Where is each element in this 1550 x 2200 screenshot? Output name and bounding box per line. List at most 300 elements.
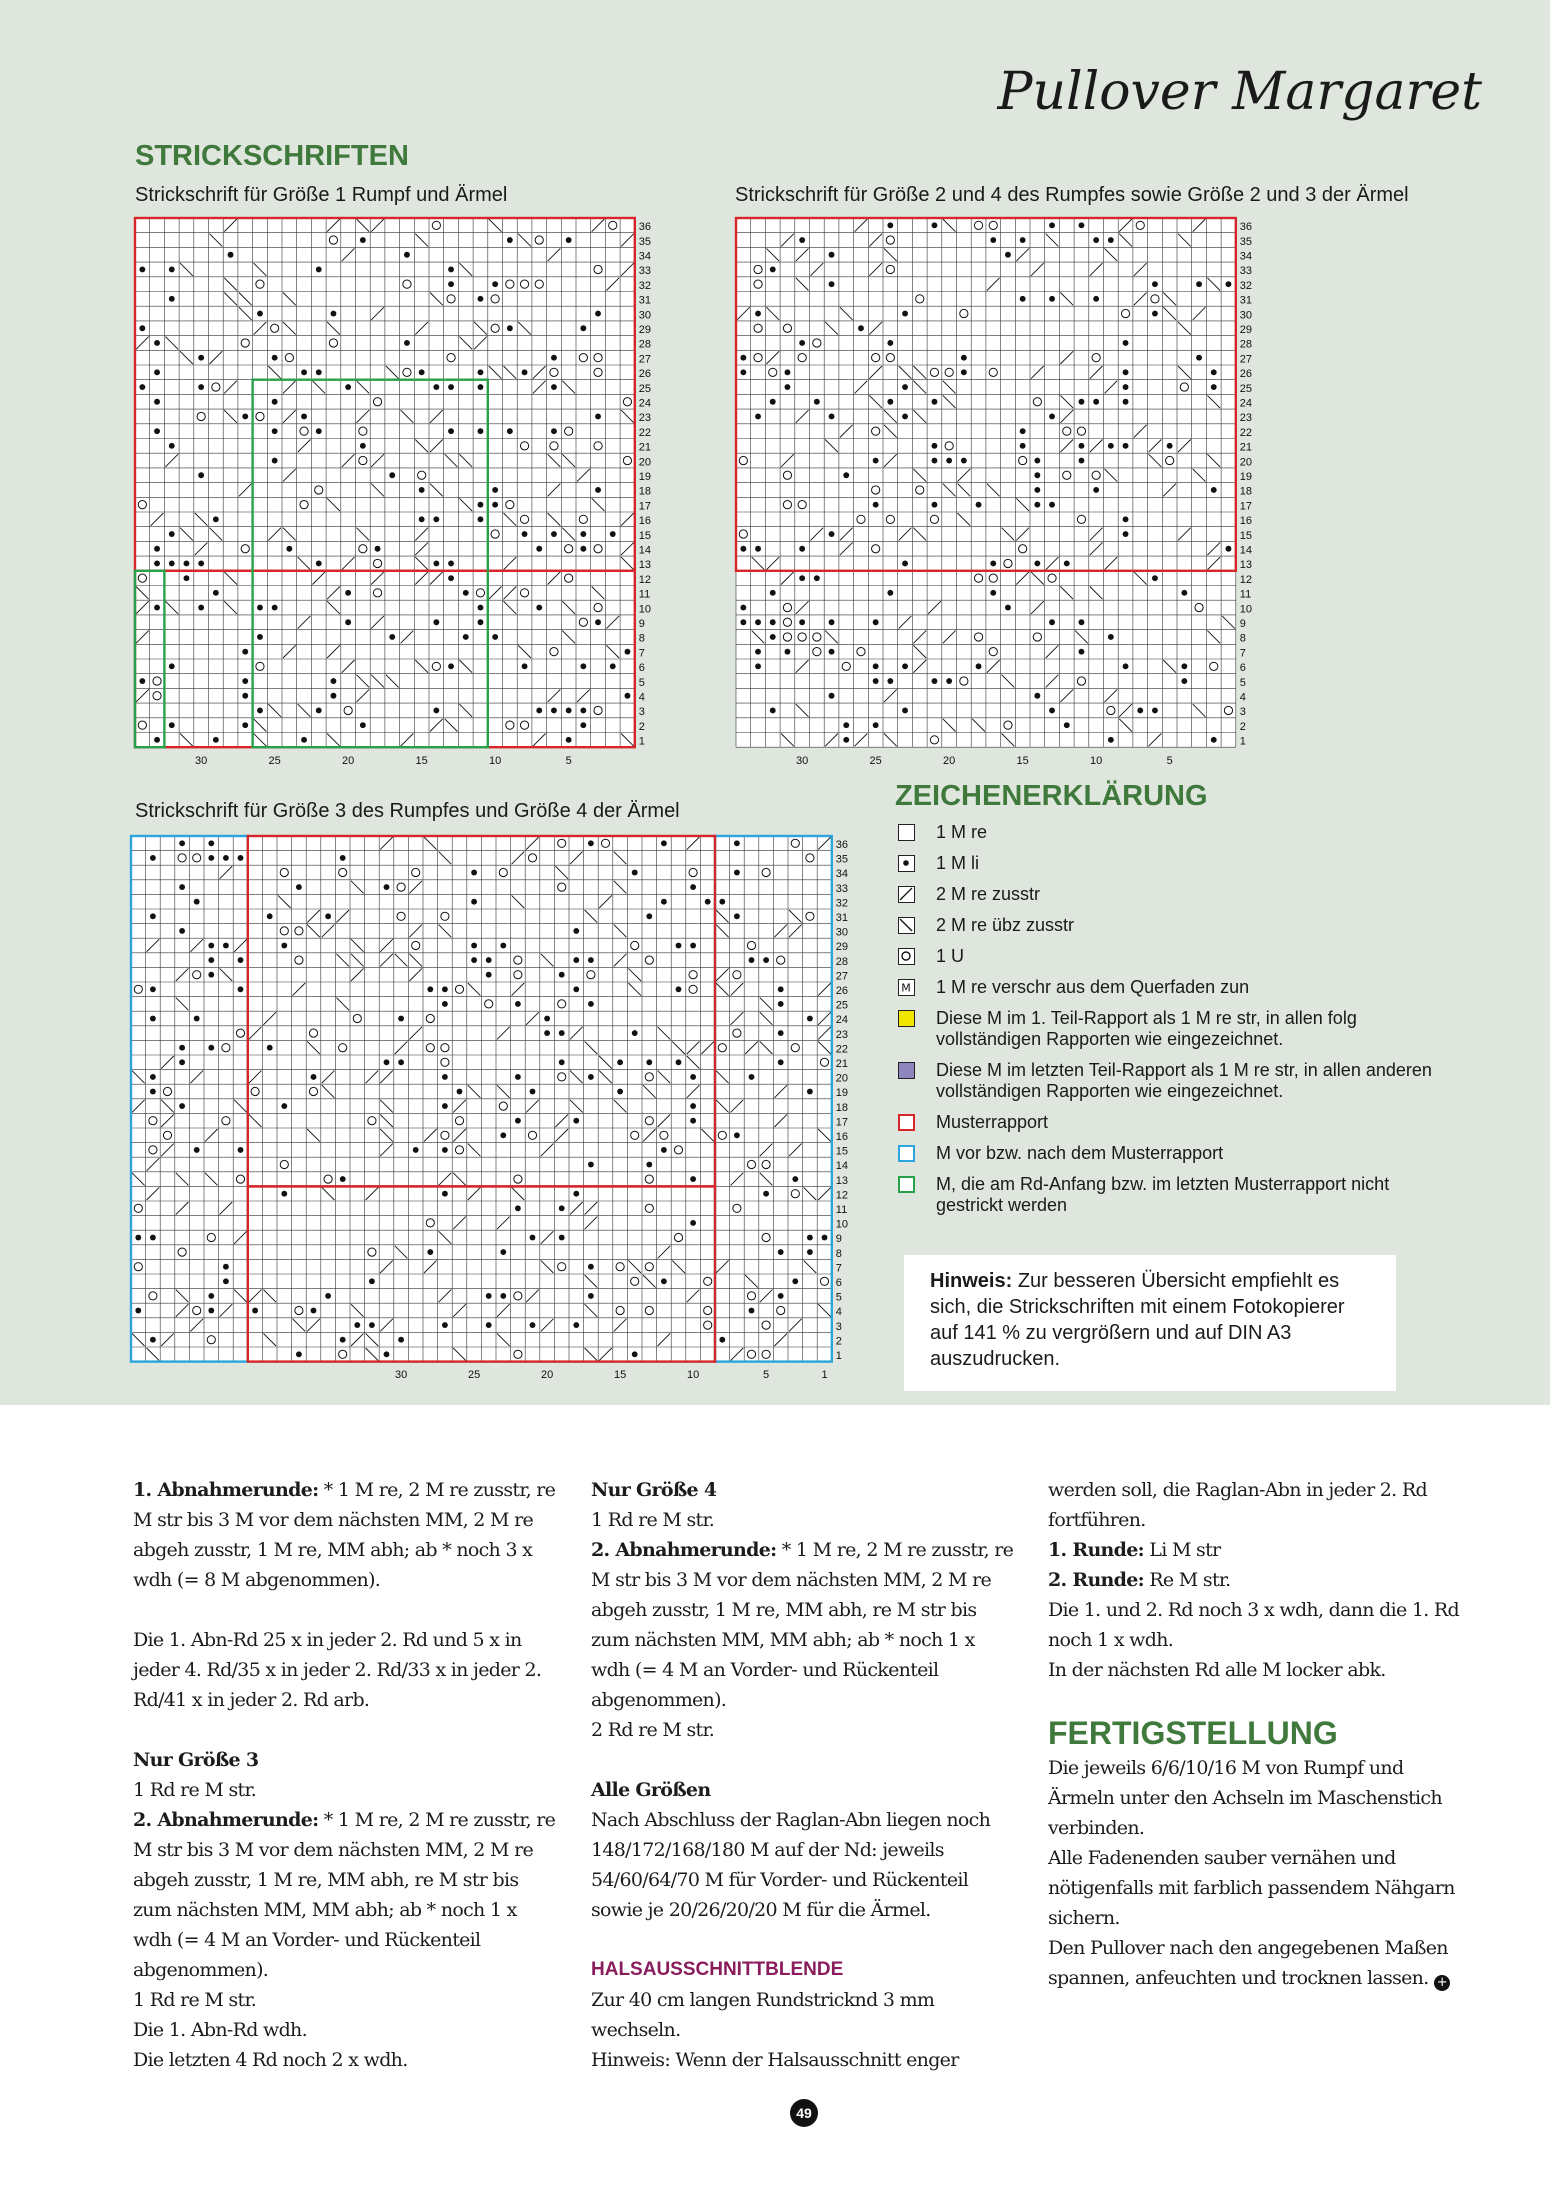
purl-stitch-mark [785,384,791,390]
text-line: 1 Rd re M str. [133,1779,257,1801]
purl-stitch-mark [1137,708,1143,714]
purl-stitch-mark [829,531,835,537]
purl-stitch-mark [154,428,160,434]
purl-stitch-mark [580,325,586,331]
purl-stitch-mark [242,722,248,728]
purl-stitch-mark [536,605,542,611]
purl-stitch-mark [1211,737,1217,743]
row-number-label: 10 [835,1218,849,1231]
purl-stitch-mark [389,472,395,478]
purl-stitch-mark [932,222,938,228]
legend-item-k2tog [896,884,1456,915]
row-number-label: 21 [835,1057,849,1070]
purl-stitch-mark [551,428,557,434]
row-number-label: 14 [1239,544,1253,557]
purl-stitch-mark [522,663,528,669]
row-number-label: 7 [1239,647,1246,660]
legend-text: 1 M li [936,853,980,873]
row-number-label: 22 [638,426,652,439]
purl-stitch-mark [573,1118,579,1124]
purl-stitch-mark [873,678,879,684]
purl-stitch-mark [448,561,454,567]
purl-stitch-mark [770,399,776,405]
row-number-label: 7 [638,647,645,660]
dot-square-icon [898,855,915,872]
row-number-label: 24 [835,1014,849,1027]
purl-stitch-mark [610,531,616,537]
purl-stitch-mark [1049,502,1055,508]
purl-stitch-mark [223,855,229,861]
purl-stitch-mark [457,1089,463,1095]
knitting-chart-size-2-4 [736,218,1253,767]
purl-stitch-mark [154,737,160,743]
purl-stitch-mark [238,855,244,861]
purl-stitch-mark [478,428,484,434]
row-number-label: 25 [835,999,849,1012]
purl-stitch-mark [179,1045,185,1051]
legend-item-not-knitted [896,1174,1456,1226]
purl-stitch-mark [1152,311,1158,317]
purl-stitch-mark [990,237,996,243]
purl-stitch-mark [238,1147,244,1153]
purl-stitch-mark [690,943,696,949]
row-number-label: 32 [835,897,849,910]
purl-stitch-mark [1093,487,1099,493]
purl-stitch-mark [1093,399,1099,405]
purl-stitch-mark [734,870,740,876]
purl-stitch-mark [559,1235,565,1241]
purl-stitch-mark [316,708,322,714]
purl-stitch-mark [755,663,761,669]
purl-stitch-mark [580,708,586,714]
purl-stitch-mark [902,708,908,714]
purl-stitch-mark [272,605,278,611]
purl-stitch-mark [150,1235,156,1241]
purl-stitch-mark [588,1001,594,1007]
purl-stitch-mark [770,634,776,640]
row-number-label: 30 [835,926,849,939]
purl-stitch-mark [1049,619,1055,625]
purl-stitch-mark [471,957,477,963]
purl-stitch-mark [755,546,761,552]
purl-stitch-mark [442,986,448,992]
purl-stitch-mark [807,1016,813,1022]
text-line: Nach Abschluss der Raglan-Abn liegen noch 148/172/168/180 M auf der Nd: jeweils 54/60/64/70 M für Vorder- und Rückenteil sowie je 20/26/20/20 M für die Ärmel. [591,1809,991,1921]
purl-stitch-mark [478,384,484,390]
purl-stitch-mark [559,1205,565,1211]
purl-stitch-mark [1093,237,1099,243]
row-number-label: 16 [638,515,652,528]
purl-stitch-mark [238,957,244,963]
purl-stitch-mark [198,605,204,611]
purl-stitch-mark [507,237,513,243]
purl-stitch-mark [785,369,791,375]
purl-stitch-mark [990,561,996,567]
purl-stitch-mark [887,340,893,346]
purl-stitch-mark [398,1337,404,1343]
row-number-label: 20 [638,456,652,469]
purl-stitch-mark [448,281,454,287]
purl-stitch-mark [580,531,586,537]
purl-stitch-mark [316,428,322,434]
purl-stitch-mark [1123,663,1129,669]
legend-text: 2 M re zusstr [936,884,1041,904]
row-number-label: 19 [835,1087,849,1100]
row-number-label: 6 [835,1276,842,1289]
purl-stitch-mark [213,590,219,596]
purl-stitch-mark [719,1337,725,1343]
row-number-label: 14 [835,1160,849,1173]
purl-stitch-mark [770,267,776,273]
purl-stitch-mark [1123,399,1129,405]
page-number: 49 [790,2099,818,2127]
purl-stitch-mark [990,590,996,596]
purl-stitch-mark [448,428,454,434]
purl-stitch-mark [961,355,967,361]
purl-stitch-mark [1079,443,1085,449]
purl-stitch-mark [829,649,835,655]
paragraph [1048,1475,1473,1685]
legend-item-yellow [896,1008,1456,1060]
purl-stitch-mark [632,870,638,876]
green-outline-icon [898,1176,915,1193]
column-number-label: 15 [1016,754,1029,767]
paragraph [591,1475,1016,1745]
legend-text: M vor bzw. nach dem Musterrapport [936,1143,1224,1163]
purl-stitch-mark [398,1016,404,1022]
purl-stitch-mark [1123,531,1129,537]
purl-stitch-mark [369,1278,375,1284]
purl-stitch-mark [1079,619,1085,625]
backslash-square-icon [898,917,915,934]
column-number-label: 20 [342,754,355,767]
blue-outline-icon [898,1145,915,1162]
purl-stitch-mark [208,840,214,846]
column-number-label: 25 [467,1369,481,1382]
purl-stitch-mark [340,1337,346,1343]
purl-stitch-mark [1152,281,1158,287]
purl-stitch-mark [442,1001,448,1007]
purl-stitch-mark [778,986,784,992]
purl-stitch-mark [551,708,557,714]
purl-stitch-mark [1196,355,1202,361]
row-number-label: 6 [638,662,645,675]
purl-stitch-mark [515,1118,521,1124]
column-number-label: 10 [1090,754,1103,767]
text-line: Die letzten 4 Rd noch 2 x wdh. [133,2049,408,2071]
purl-stitch-mark [1181,590,1187,596]
purl-stitch-mark [198,384,204,390]
text-line: Alle Fadenenden sauber vernähen und nötigenfalls mit farblich passendem Nähgarn sichern. [1048,1847,1455,1929]
column-number-label: 5 [565,754,572,767]
purl-stitch-mark [154,369,160,375]
column-number-label: 30 [394,1369,408,1382]
purl-stitch-mark [1211,369,1217,375]
purl-stitch-mark [184,575,190,581]
purl-stitch-mark [1152,575,1158,581]
row-number-label: 17 [638,500,652,513]
purl-stitch-mark [792,1176,798,1182]
text-line [1048,1933,1473,1993]
purl-stitch-mark [1196,281,1202,287]
purl-stitch-mark [257,634,263,640]
text-line: 2 Rd re M str. [591,1719,715,1741]
purl-stitch-mark [463,590,469,596]
purl-stitch-mark [1049,414,1055,420]
purl-stitch-mark [198,561,204,567]
purl-stitch-mark [661,840,667,846]
run-label: 1. Abnahmerunde: [133,1479,319,1501]
purl-stitch-mark [522,369,528,375]
row-number-label: 17 [1239,500,1253,513]
purl-stitch-mark [345,384,351,390]
purl-stitch-mark [902,414,908,420]
column-number-label: 30 [796,754,809,767]
purl-stitch-mark [257,311,263,317]
purl-stitch-mark [1211,487,1217,493]
purl-stitch-mark [375,546,381,552]
purl-stitch-mark [544,1016,550,1022]
purl-stitch-mark [887,399,893,405]
text-line: Hinweis: Wenn der Halsausschnitt enger [591,2049,959,2071]
purl-stitch-mark [486,972,492,978]
purl-stitch-mark [169,722,175,728]
purl-stitch-mark [1079,649,1085,655]
purl-stitch-mark [208,855,214,861]
purl-stitch-mark [778,1030,784,1036]
purl-stitch-mark [676,1059,682,1065]
row-number-label: 20 [1239,456,1253,469]
purl-stitch-mark [478,619,484,625]
column-number-label: 1 [821,1369,828,1382]
purl-stitch-mark [433,384,439,390]
purl-stitch-mark [740,355,746,361]
purl-stitch-mark [740,546,746,552]
purl-stitch-mark [389,634,395,640]
row-number-label: 3 [1239,706,1246,719]
legend-item-edge [896,1143,1456,1174]
slash-square-icon [898,886,915,903]
purl-stitch-mark [1005,252,1011,258]
purl-stitch-mark [814,575,820,581]
purl-stitch-mark [179,1059,185,1065]
row-number-label: 21 [638,441,652,454]
row-number-label: 1 [638,735,645,748]
purl-stitch-mark [198,355,204,361]
row-number-label: 9 [638,617,645,630]
purl-stitch-mark [595,311,601,317]
purl-stitch-mark [1034,487,1040,493]
row-number-label: 7 [835,1262,842,1275]
purl-stitch-mark [135,1235,141,1241]
text-line: Die 1. und 2. Rd noch 3 x wdh, dann die 1. Rd noch 1 x wdh. [1048,1599,1459,1651]
purl-stitch-mark [427,1249,433,1255]
purl-stitch-mark [384,884,390,890]
paragraph-text: * 1 M re, 2 M re zusstr, re M str bis 3 M vor dem nächsten MM, 2 M re abgeh zusstr, 1 M re, MM abh; ab * noch 3 x wdh (= 8 M abgenommen). [133,1479,556,1591]
text-column-1 [133,1475,558,2105]
purl-stitch-mark [169,443,175,449]
row-number-label: 27 [835,970,849,983]
purl-stitch-mark [632,1030,638,1036]
purl-stitch-mark [515,1074,521,1080]
purl-stitch-mark [690,1118,696,1124]
purl-stitch-mark [595,414,601,420]
row-number-label: 9 [835,1233,842,1246]
row-number-label: 31 [638,294,652,307]
column-number-label: 5 [763,1369,770,1382]
purl-stitch-mark [887,590,893,596]
knitting-chart-size-3 [131,836,876,1382]
purl-stitch-mark [507,428,513,434]
purl-stitch-mark [208,957,214,963]
purl-stitch-mark [661,1278,667,1284]
purl-stitch-mark [1152,708,1158,714]
purl-stitch-mark [1020,296,1026,302]
purl-stitch-mark [799,546,805,552]
subheading: Nur Größe 4 [591,1479,717,1501]
purl-stitch-mark [419,487,425,493]
purl-stitch-mark [734,840,740,846]
purl-stitch-mark [932,443,938,449]
paragraph [1048,1753,1473,1993]
purl-stitch-mark [778,1001,784,1007]
legend-text: 1 U [936,946,965,966]
purl-stitch-mark [139,384,145,390]
purl-stitch-mark [799,237,805,243]
purl-stitch-mark [486,1293,492,1299]
purl-stitch-mark [1123,369,1129,375]
purl-stitch-mark [478,605,484,611]
purl-stitch-mark [345,590,351,596]
row-number-label: 29 [638,323,652,336]
text-line [1048,1535,1473,1565]
purl-stitch-mark [595,619,601,625]
legend-item-purple [896,1060,1456,1112]
subheading: Alle Größen [591,1779,711,1801]
purl-stitch-mark [770,590,776,596]
yellow-square-icon [898,1010,915,1027]
row-number-label: 4 [1239,691,1246,704]
purl-stitch-mark [272,399,278,405]
purl-stitch-mark [223,1264,229,1270]
purl-stitch-mark [902,311,908,317]
purl-stitch-mark [340,1176,346,1182]
row-number-label: 30 [638,309,652,322]
purl-stitch-mark [932,399,938,405]
purl-stitch-mark [961,458,967,464]
row-number-label: 19 [1239,470,1253,483]
text-line: 1 Rd re M str. [591,1509,715,1531]
purl-stitch-mark [573,1322,579,1328]
purl-stitch-mark [150,1074,156,1080]
purl-stitch-mark [169,296,175,302]
column-number-label: 25 [268,754,281,767]
purl-stitch-mark [778,1059,784,1065]
text-line [133,1805,558,1985]
purl-stitch-mark [139,325,145,331]
purl-stitch-mark [1226,281,1232,287]
row-number-label: 16 [835,1130,849,1143]
row-number-label: 11 [835,1203,848,1216]
purl-stitch-mark [705,899,711,905]
purl-stitch-mark [301,369,307,375]
purl-stitch-mark [433,516,439,522]
text-line [591,1535,1016,1715]
purl-stitch-mark [360,237,366,243]
purl-stitch-mark [169,531,175,537]
row-number-label: 13 [835,1174,849,1187]
purl-stitch-mark [690,1220,696,1226]
purl-stitch-mark [442,1191,448,1197]
row-number-label: 27 [1239,353,1253,366]
row-number-label: 33 [835,882,849,895]
column-number-label: 20 [540,1369,554,1382]
purl-stitch-mark [135,1308,141,1314]
hint-label: Hinweis: [930,1270,1013,1292]
purl-stitch-mark [1049,296,1055,302]
row-number-label: 17 [835,1116,849,1129]
row-number-label: 36 [638,221,652,234]
text-line: In der nächsten Rd alle M locker abk. [1048,1659,1386,1681]
purl-stitch-mark [858,325,864,331]
row-number-label: 1 [835,1349,842,1362]
purl-stitch-mark [617,1059,623,1065]
purl-stitch-mark [238,986,244,992]
purl-stitch-mark [559,972,565,978]
purl-stitch-mark [1034,502,1040,508]
purl-stitch-mark [887,678,893,684]
purl-stitch-mark [1020,237,1026,243]
paragraph-text: Re M str. [1143,1569,1231,1591]
purl-stitch-mark [404,340,410,346]
purl-stitch-mark [369,1322,375,1328]
purl-stitch-mark [829,414,835,420]
purl-stitch-mark [223,1278,229,1284]
purl-stitch-mark [902,663,908,669]
purl-stitch-mark [296,884,302,890]
purl-stitch-mark [257,605,263,611]
row-number-label: 19 [638,470,652,483]
purl-stitch-mark [785,649,791,655]
purl-stitch-mark [442,1322,448,1328]
text-line: 1 Rd re M str. [133,1989,257,2011]
purl-stitch-mark [646,1059,652,1065]
row-number-label: 32 [638,279,652,292]
row-number-label: 10 [1239,603,1253,616]
purl-stitch-mark [179,884,185,890]
purl-stitch-mark [530,1235,536,1241]
row-number-label: 12 [835,1189,849,1202]
purl-stitch-mark [976,663,982,669]
purl-stitch-mark [902,384,908,390]
row-number-label: 23 [1239,412,1253,425]
purl-stitch-mark [792,1278,798,1284]
page-title: Pullover Margaret [997,62,1482,122]
purl-stitch-mark [154,399,160,405]
row-number-label: 31 [1239,294,1253,307]
purl-stitch-mark [646,913,652,919]
purl-stitch-mark [471,870,477,876]
charts-heading: STRICKSCHRIFTEN [135,140,409,172]
paragraph-text: Li M str [1143,1539,1221,1561]
purl-stitch-mark [139,267,145,273]
row-number-label: 8 [638,632,645,645]
row-number-label: 31 [835,911,849,924]
purl-stitch-mark [690,1074,696,1080]
purl-stitch-mark [1108,634,1114,640]
legend-item-purl [896,853,1456,884]
row-number-label: 13 [1239,559,1253,572]
